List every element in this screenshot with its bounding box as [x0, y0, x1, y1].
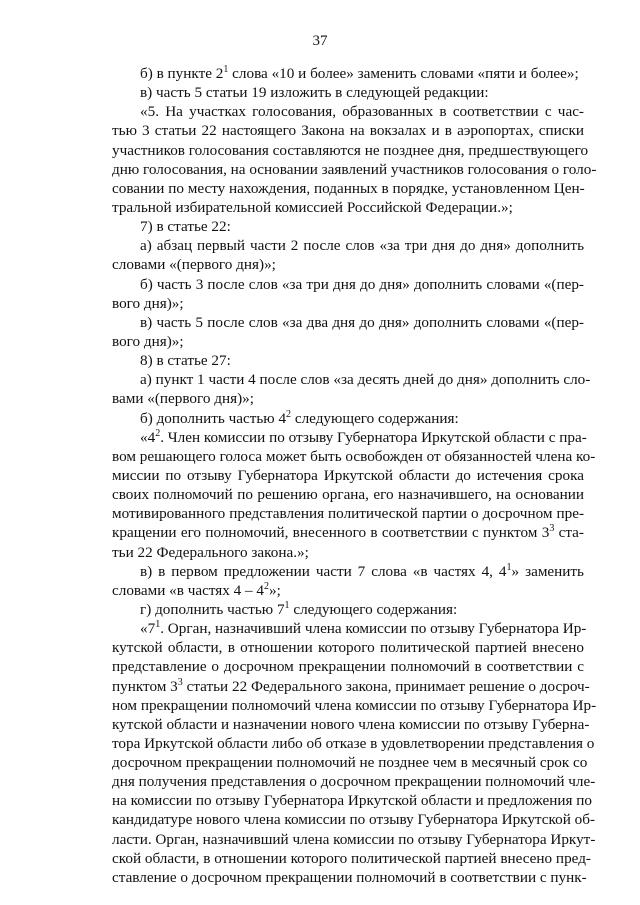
text-line: ном прекращении полномочий члена комиссии по отзыву Губернатора Ир-	[112, 696, 597, 714]
text-line: ской области, в отношении которого политической партией внесено пред-	[112, 849, 591, 867]
text-line: миссии по отзыву Губернатора Иркутской области до истечения срока	[112, 466, 584, 484]
text-line: тьи 22 Федерального закона.»;	[112, 543, 309, 561]
superscript: 1	[155, 619, 161, 631]
superscript: 3	[177, 676, 183, 688]
text-line: участников голосования составляются не позднее дня, предшествующего	[112, 141, 589, 159]
page-number: 37	[312, 33, 328, 49]
text-line: представление о досрочном прекращении полномочий в соответствии с	[112, 658, 584, 676]
text-line: «$7^1$. Орган, назначивший члена комиссии по отзыву Губернатора Ир-	[140, 619, 587, 638]
text-line: совании по месту нахождения, поданных в порядке, установленном Цен-	[112, 179, 585, 197]
superscript: 1	[506, 561, 512, 573]
superscript: 2	[155, 427, 161, 439]
document-body	[112, 64, 597, 887]
text-line: б) в пункте $2^1$ слова «10 и более» заменить словами «пяти и более»;	[140, 64, 579, 82]
text-line: в) в первом предложении части 7 слова «в частях 4, $4^1$» заменить	[140, 561, 584, 580]
text-line: кандидатуре нового члена комиссии по отзыву Губернатора Иркутской об-	[112, 811, 595, 829]
text-line: вого дня)»;	[112, 332, 184, 350]
text-line: кутской области, в отношении которого политической партией внесено	[112, 639, 584, 657]
text-line: «$4^2$. Член комиссии по отзыву Губернатора Иркутской области с пра-	[140, 427, 587, 446]
text-line: вого дня)»;	[112, 294, 184, 312]
text-line: 8) в статье 27:	[140, 352, 231, 370]
text-line: тора Иркутской области либо об отказе в удовлетворении представления о	[112, 734, 595, 752]
text-line: а) абзац первый части 2 после слов «за три дня до дня» дополнить	[140, 237, 584, 255]
text-line: ставление о досрочном прекращении полномочий в соответствии с пунк-	[112, 868, 587, 886]
text-line: б) дополнить частью $4^2$ следующего содержания:	[140, 408, 459, 427]
text-line: в) часть 5 после слов «за два дня до дня» дополнить словами «(пер-	[140, 313, 584, 331]
text-line: кращении его полномочий, внесенного в соответствии с пунктом $3^3$ ста-	[112, 523, 584, 542]
text-line: досрочном прекращении полномочий не позднее чем в месячный срок со	[112, 754, 588, 772]
text-line: б) часть 3 после слов «за три дня до дня» дополнить словами «(пер-	[140, 275, 584, 293]
text-line: своих полномочий по решению органа, его назначившего, на основании	[112, 486, 584, 504]
text-line: мотивированного представления политической партии о досрочном пре-	[112, 505, 584, 523]
text-line: кутской области и назначении нового члена комиссии по отзыву Губерна-	[112, 715, 590, 733]
text-line: 7) в статье 22:	[140, 218, 231, 236]
superscript: 2	[264, 580, 270, 592]
superscript: 1	[223, 64, 229, 75]
text-line: дня получения представления о досрочном прекращении полномочий чле-	[112, 773, 596, 791]
text-line: пунктом $3^3$ статьи 22 Федерального закона, принимает решение о досроч-	[112, 676, 590, 695]
superscript: 3	[549, 523, 555, 535]
text-line: словами «(первого дня)»;	[112, 256, 276, 274]
superscript: 1	[284, 599, 290, 611]
text-line: дню голосования, на основании заявлений участников голосования о голо-	[112, 160, 597, 178]
superscript: 2	[286, 408, 292, 420]
text-line: а) пункт 1 части 4 после слов «за десять дней до дня» дополнить сло-	[140, 371, 591, 389]
text-line: тью 3 статьи 22 настоящего Закона на вокзалах и в аэропортах, списки	[112, 122, 584, 140]
text-line: в) часть 5 статьи 19 изложить в следующей редакции:	[140, 84, 489, 102]
text-line: на комиссии по отзыву Губернатора Иркутской области и предложения по	[112, 792, 592, 810]
text-line: г) дополнить частью $7^1$ следующего содержания:	[140, 599, 458, 618]
text-line: вом решающего голоса может быть освобожден от обязанностей члена ко-	[112, 447, 596, 465]
text-line: тральной избирательной комиссией Российской Федерации.»;	[112, 198, 513, 216]
text-line: вами «(первого дня)»;	[112, 390, 254, 408]
text-line: ласти. Орган, назначивший члена комиссии по отзыву Губернатора Иркут-	[112, 830, 596, 848]
text-line: «5. На участках голосования, образованных в соответствии с час-	[140, 103, 584, 121]
text-line: словами «в частях $4 - 4^2$»;	[112, 580, 281, 599]
